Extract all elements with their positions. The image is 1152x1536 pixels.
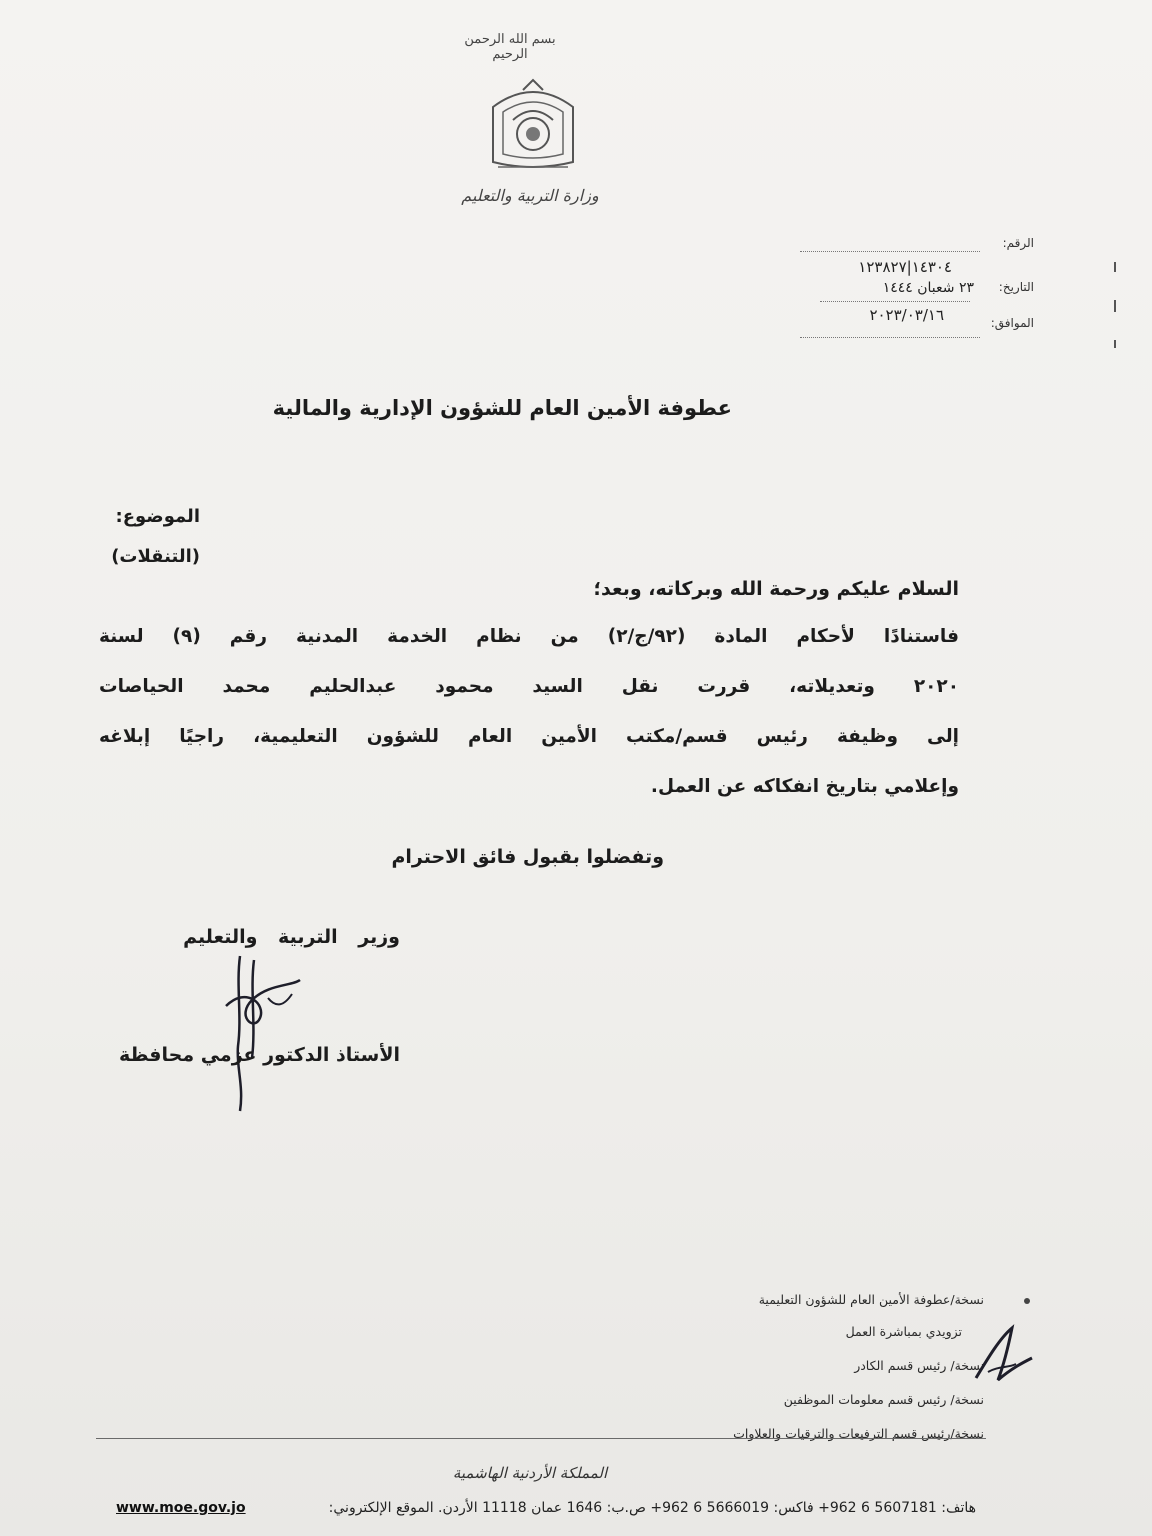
paragraph-line: ٢٠٢٠ وتعديلاته، قررت نقل السيد محمود عبدالحليم محمد الحياصات [99, 676, 959, 697]
cc-line: نسخة/عطوفة الأمين العام للشؤون التعليمية [758, 1292, 984, 1307]
paragraph-line: فاستنادًا لأحكام المادة (٩٢/ج/٢) من نظام الخدمة المدنية رقم (٩) لسنة [99, 626, 959, 647]
reference-number-label: الرقم: [1002, 236, 1034, 250]
subject-label: الموضوع: [115, 506, 200, 527]
addressee-heading: عطوفة الأمين العام للشؤون الإدارية والمالية [272, 396, 732, 420]
cc-line: تزويدي بمباشرة العمل [845, 1324, 962, 1339]
jordan-coat-of-arms-emblem [478, 72, 588, 182]
footer-contacts: هاتف: 5607181 6 962+ فاكس: 5666019 6 962+ ص.ب: 1646 عمان 11118 الأردن. الموقع الإلكتروني: [328, 1500, 976, 1516]
footer-divider [96, 1438, 986, 1439]
cc-line: نسخة/ رئيس قسم الكادر [854, 1358, 984, 1373]
dotted-line [820, 300, 970, 302]
greeting: السلام عليكم ورحمة الله وبركاته، وبعد؛ [593, 578, 959, 600]
margin-mark [1114, 340, 1116, 348]
paragraph-line: وإعلامي بتاريخ انفكاكه عن العمل. [650, 776, 959, 797]
initials-mark [968, 1318, 1038, 1398]
date-gregorian-value: ٢٠٢٣/٠٣/١٦ [869, 306, 944, 324]
margin-mark [1114, 300, 1116, 312]
paragraph-line: إلى وظيفة رئيس قسم/مكتب الأمين العام للشؤون التعليمية، راجيًا إبلاغه [99, 726, 959, 747]
cc-line: نسخة/رئيس قسم الترفيعات والترقيات والعلاوات [733, 1426, 984, 1441]
date-hijri-value: ٢٣ شعبان ١٤٤٤ [882, 280, 974, 296]
footer-website-link[interactable]: www.moe.gov.jo [116, 1500, 246, 1516]
cc-line: نسخة/ رئيس قسم معلومات الموظفين [783, 1392, 984, 1407]
reference-number [984, 236, 1034, 250]
handwritten-signature [196, 946, 326, 1116]
dotted-line [800, 250, 980, 252]
date-label: التاريخ: [998, 280, 1034, 294]
corresponding-label: الموافق: [990, 316, 1034, 330]
minister-name: الأستاذ الدكتور عزمي محافظة [119, 1044, 400, 1066]
closing-line: وتفضلوا بقبول فائق الاحترام [391, 846, 664, 868]
dotted-line [800, 336, 980, 338]
basmala-calligraphy: بسم الله الرحمن الرحيم [464, 32, 556, 62]
date-gregorian [984, 316, 1034, 330]
margin-mark [1114, 262, 1116, 272]
date-hijri [984, 280, 1034, 294]
ministry-calligraphy: وزارة التربية والتعليم [461, 186, 599, 205]
reference-number-value: ١٤٣٠٤|١٢٣٨٢٧ [858, 258, 952, 276]
minister-title: وزير التربية والتعليم [183, 926, 400, 948]
subject-value: (التنقلات) [111, 546, 200, 567]
bullet-dot [1024, 1298, 1030, 1304]
footer-kingdom: المملكة الأردنية الهاشمية [452, 1464, 608, 1482]
